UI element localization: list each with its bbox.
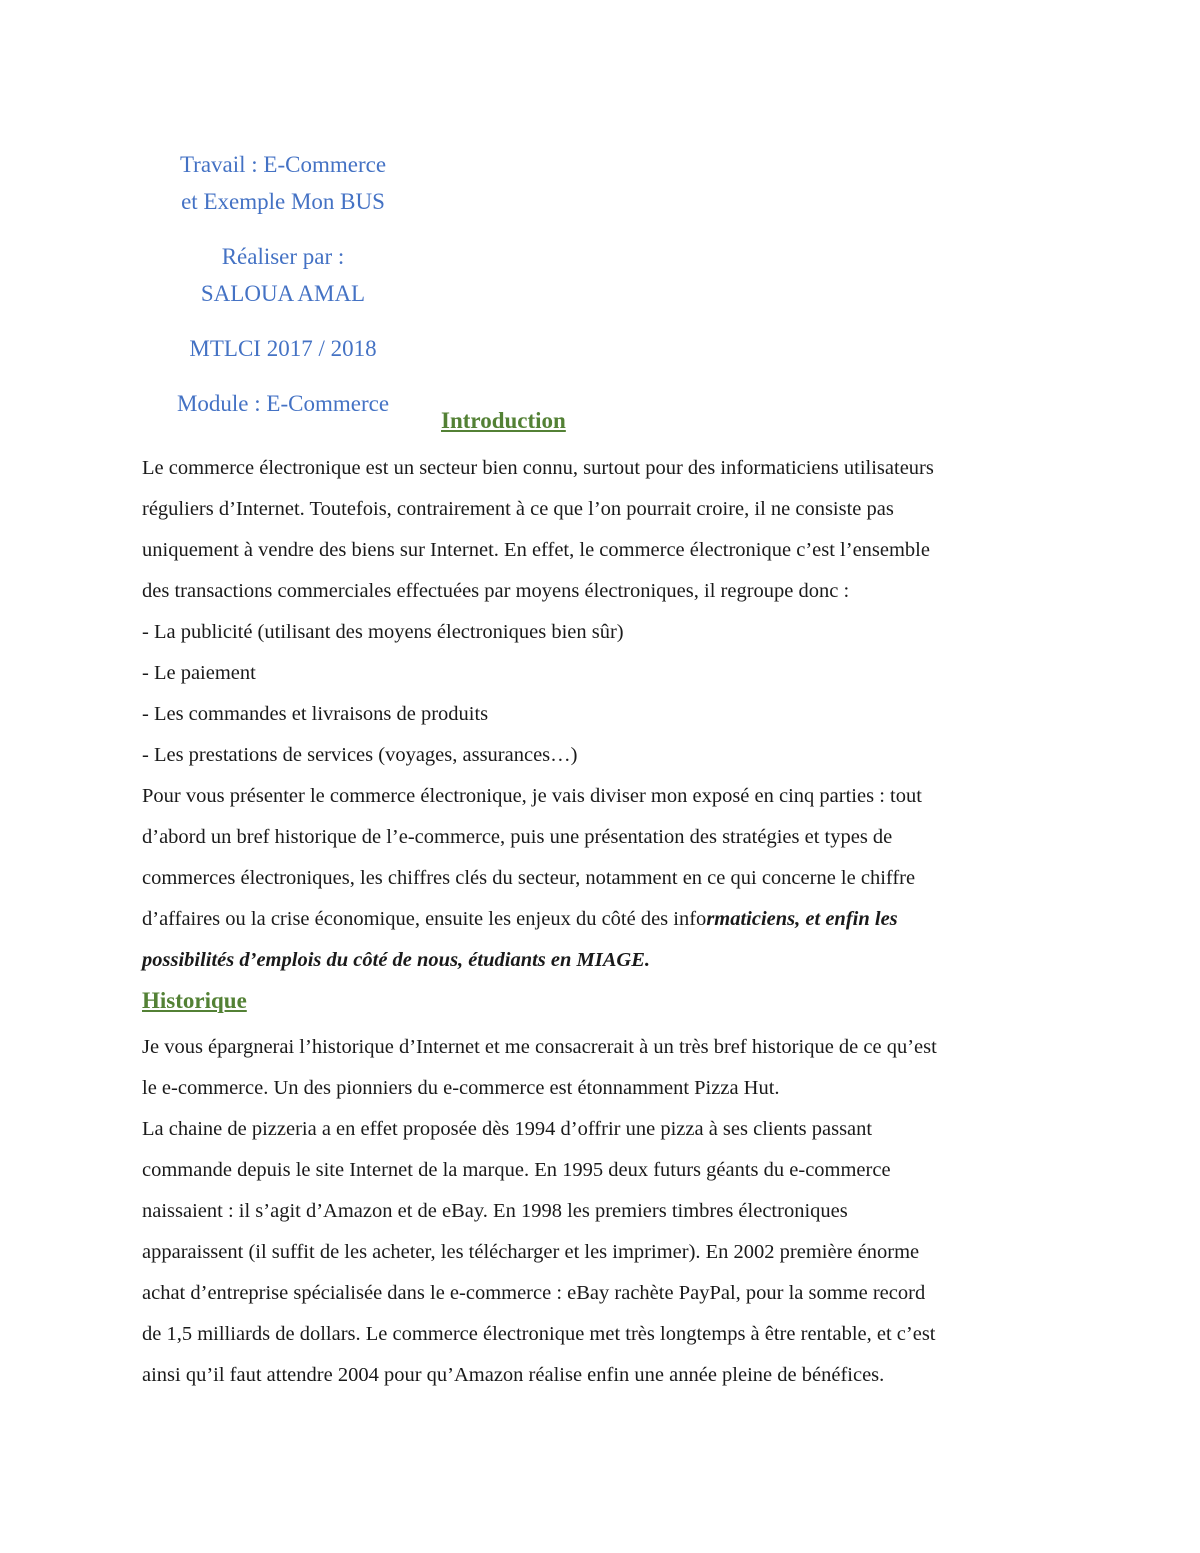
intro-line (142, 899, 1062, 940)
intro-line-emphasis: rmaticiens, et enfin les (706, 908, 898, 930)
title-group-work (142, 146, 424, 220)
title-group-module (142, 385, 424, 422)
title-line-work: Travail : E-Commerce (179, 152, 387, 177)
title-group-class (142, 330, 424, 367)
intro-list-item: - Les prestations de services (voyages, assurances…) (142, 744, 578, 766)
title-group-author (142, 238, 424, 312)
hist-line: commande depuis le site Internet de la marque. En 1995 deux futurs géants du e-commerce (142, 1159, 891, 1181)
intro-line: uniquement à vendre des biens sur Internet. En effet, le commerce électronique c’est l’ensemble (142, 539, 930, 561)
intro-line: des transactions commerciales effectuées par moyens électroniques, il regroupe donc : (142, 580, 850, 602)
intro-list-item: - Le paiement (142, 662, 256, 684)
intro-list-item: - La publicité (utilisant des moyens électroniques bien sûr) (142, 621, 624, 643)
title-line-example: et Exemple Mon BUS (181, 189, 385, 214)
hist-line: La chaine de pizzeria a en effet proposée dès 1994 d’offrir une pizza à ses clients passant (142, 1118, 873, 1140)
hist-line: le e-commerce. Un des pionniers du e-commerce est étonnamment Pizza Hut. (142, 1077, 780, 1099)
title-line-module: Module : E-Commerce (176, 391, 390, 416)
intro-line-plain: d’affaires ou la crise économique, ensuite les enjeux du côté des info (142, 908, 707, 930)
historique-body (142, 1027, 1062, 1396)
title-line-class: MTLCI 2017 / 2018 (189, 336, 377, 361)
intro-line: réguliers d’Internet. Toutefois, contrairement à ce que l’on pourrait croire, il ne consiste pas (142, 498, 894, 520)
title-line-author-name: SALOUA AMAL (200, 281, 366, 306)
intro-line: Pour vous présenter le commerce électronique, je vais diviser mon exposé en cinq parties : tout (142, 785, 922, 807)
title-block (142, 146, 424, 440)
intro-line-emphasis: possibilités d’emplois du côté de nous, étudiants en MIAGE. (142, 949, 650, 971)
hist-line: de 1,5 milliards de dollars. Le commerce électronique met très longtemps à être rentable, et c’est (142, 1323, 936, 1345)
hist-line: achat d’entreprise spécialisée dans le e-commerce : eBay rachète PayPal, pour la somme record (142, 1282, 926, 1304)
hist-line: Je vous épargnerai l’historique d’Internet et me consacrerait à un très bref historique de ce qu’est (142, 1036, 937, 1058)
intro-list-item: - Les commandes et livraisons de produits (142, 703, 489, 725)
introduction-body (142, 448, 1062, 981)
intro-line: commerces électroniques, les chiffres clés du secteur, notamment en ce qui concerne le chiffre (142, 867, 916, 889)
intro-line: Le commerce électronique est un secteur bien connu, surtout pour des informaticiens utilisateurs (142, 457, 934, 479)
intro-line: d’abord un bref historique de l’e-commerce, puis une présentation des stratégies et types de (142, 826, 893, 848)
title-line-author-label: Réaliser par : (221, 244, 345, 269)
hist-line: naissaient : il s’agit d’Amazon et de eBay. En 1998 les premiers timbres électroniques (142, 1200, 848, 1222)
hist-line: ainsi qu’il faut attendre 2004 pour qu’Amazon réalise enfin une année pleine de bénéfices. (142, 1364, 885, 1386)
hist-line: apparaissent (il suffit de les acheter, les télécharger et les imprimer). En 2002 première énorme (142, 1241, 920, 1263)
historique-heading: Historique (142, 988, 247, 1013)
introduction-heading: Introduction (441, 408, 566, 433)
intro-line (142, 940, 1062, 981)
